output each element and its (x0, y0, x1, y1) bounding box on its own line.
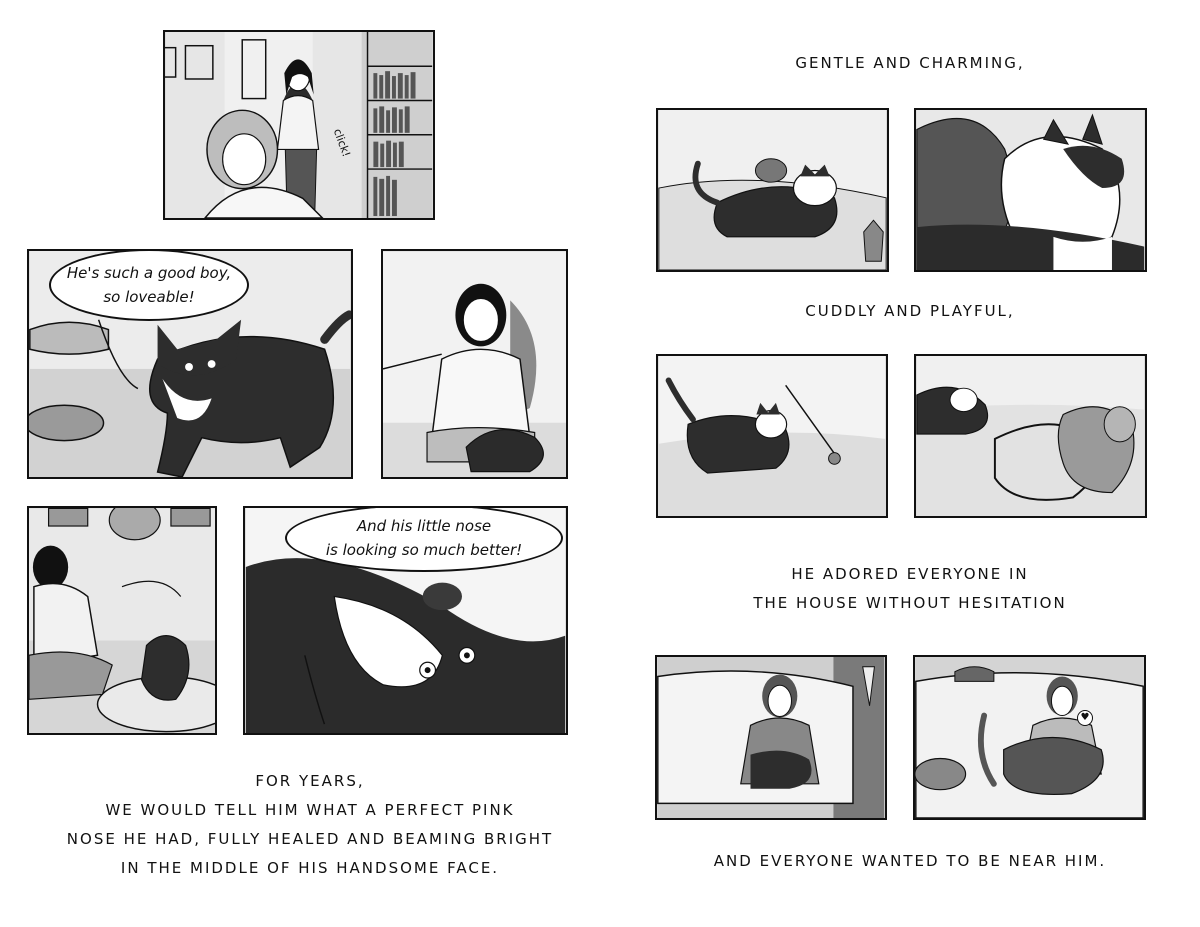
right-page (600, 0, 1200, 927)
two-cats-with-toy-illustration (916, 356, 1145, 516)
panel-girl-kneeling-cat (27, 506, 217, 735)
caption-everyone-near: AND EVERYONE WANTED TO BE NEAR HIM. (713, 852, 1107, 870)
panel-girl-with-string (381, 249, 568, 479)
caption-gentle-charming: GENTLE AND CHARMING, (795, 54, 1025, 72)
caption-for-years: FOR YEARS, WE WOULD TELL HIM WHAT A PERFECT PINK NOSE HE HAD, FULLY HEALED AND BEAMING BRIGHT IN THE MIDDLE OF HIS HANDSOME FACE. (66, 772, 554, 877)
cats-around-girl-illustration (915, 657, 1144, 818)
panel-cat-chasing-toy (656, 354, 888, 518)
doorway-scene-illustration (165, 32, 433, 218)
cats-nuzzling-illustration (916, 110, 1145, 270)
panel-cats-around-girl (913, 655, 1146, 820)
panel-two-cats-toy (914, 354, 1147, 518)
panel-two-cats-bed (656, 108, 889, 272)
cat-chasing-toy-illustration (658, 356, 886, 516)
panel-cat-string-play (27, 249, 353, 479)
girl-kneeling-illustration (383, 251, 566, 477)
caption-cuddly-playful: CUDDLY AND PLAYFUL, (805, 302, 1015, 320)
girl-on-couch-illustration (657, 657, 885, 818)
click-sound-effect: click! (330, 127, 353, 159)
caption-adored-everyone: HE ADORED EVERYONE IN THE HOUSE WITHOUT HESITATION (753, 565, 1067, 612)
speech-text-good-boy: He's such a good boy, so loveable! (66, 264, 232, 306)
speech-text-little-nose: And his little nose is looking so much better! (325, 517, 523, 559)
panel-upside-down-cat (243, 506, 568, 735)
panel-cats-nuzzling (914, 108, 1147, 272)
speech-bubble-little-nose (285, 506, 563, 572)
speech-bubble-good-boy (49, 249, 249, 321)
two-cats-on-bed-illustration (658, 110, 887, 270)
panel-girl-on-couch (655, 655, 887, 820)
girl-and-cat-illustration (29, 508, 215, 733)
heart-icon: ♥ (1077, 710, 1093, 726)
panel-doorway-scene (163, 30, 435, 220)
